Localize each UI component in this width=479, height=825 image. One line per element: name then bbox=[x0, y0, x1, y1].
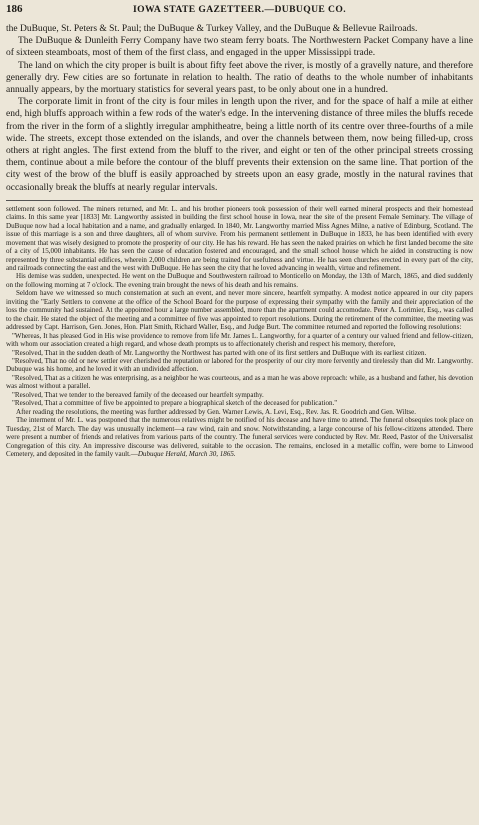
resolution: "Resolved, That as a citizen he was enterprising, as a neighbor he was courteous, and as a man he was above reproach: while, as a husband and father, his devotion was almost without a parallel. bbox=[6, 373, 473, 391]
paragraph: settlement soon followed. The miners returned, and Mr. L. and his brother pioneers took possession of their well earned mineral prospects and their homestead claims. In this same year [1833] Mr. Langworthy assisted in building the first school house in Iowa, near the site of the present Female Seminary. The village of DuBuque now had a local habitation and a name, and gradually enlarged. In 1840, Mr. Langworthy married Miss Agnes Milne, a native of Edinburg, Scotland. The issue of this marriage is a son and three daughters, all of whom survive. From his permanent settlement in DuBuque in 1833, he has been identified with every movement that was wisely designed to promote the prosperity of our city. He has his reward. He has seen the naked prairies on which he first landed become the site of a city of 15,000 inhabitants. He has seen the cause of education fostered and encouraged, and the small school house which he aided in constructing is now represented by three substantial edifices, wherein 2,000 children are being trained for usefulness and virtue. He has seen churches erected in every part of the city, and railroads connecting the east and the west with DuBuque. He has seen the city that he loved advancing in wealth, virtue and refinement. bbox=[6, 204, 473, 273]
paragraph: His demise was sudden, unexpected. He went on the DuBuque and Southwestern railroad to Monticello on Monday, the 13th of March, 1865, and died suddenly on the following morning at 7 o'clock. The evening train brought the news of his death and his remains. bbox=[6, 272, 473, 289]
resolution: "Resolved, That in the sudden death of Mr. Langworthy the Northwest has parted with one of its first settlers and DuBuque with its earliest citizen. bbox=[12, 348, 427, 357]
resolution: "Resolved, That no old or new settler ever cherished the reputation or labored for the prosperity of our city more fervently and tirelessly than did Mr. Langworthy. Dubuque was his home, and he loved it with an undivided affection. bbox=[6, 357, 473, 374]
paragraph: Seldom have we witnessed so much consternation at such an event, and never more sincere, heartfelt sympathy. A modest notice appeared in our city papers inviting the "Early Settlers to convene at the office of the School Board for the purpose of expressing their sympathy with the family and their appreciation of the loss the community had sustained. At the appointed hour a large number assembled, more than the apartment could accomodate. Peter A. Lorimier, Esq., was called to the chair. He stated the object of the meeting and a committee of five was appointed to report resolutions. During the retirement of the committee, the meeting was addressed by Capt. Harrison, Gen. Jones, Hon. Platt Smith, Richard Waller, Esq., and Judge Burt. The committee returned and reported the following resolutions: bbox=[6, 289, 473, 332]
section-divider bbox=[6, 200, 473, 201]
paragraph: The land on which the city proper is built is about fifty feet above the river, is mostly of a gravelly nature, and therefore generally dry. Few cities are so fortunate in relation to health. The ratio of deaths to the whole number of inhabitants annually appears, by the mortuary statistics for several years past, to be only about one in a hundred. bbox=[6, 60, 473, 96]
resolution: "Resolved, That we tender to the bereaved family of the deceased our heartfelt sympathy. bbox=[12, 390, 264, 399]
source-citation: Dubuque Herald, March 30, 1865. bbox=[137, 449, 236, 458]
running-title: IOWA STATE GAZETTEER.—DUBUQUE CO. bbox=[132, 4, 347, 15]
paragraph: The corporate limit in front of the city is four miles in length upon the river, and for the space of half a mile at either end, high bluffs approach within a few rods of the water's edge. In the intervening distance of three miles the bluffs recede from the river in the form of a slightly irregular amphitheatre, being a little north of its centre over three-fourths of a mile wide. The streets, except those extended on the islands, and over the channels between them, now being filled-up, cross others at right angles. The first extend from the bluff to the river, and eight or ten of the other principal streets crossing them, continue about a mile before the contour of the bluff prevents their extension on the same line. That portion of the city west of the brow of the bluff is easily approached by streets upon an easy grade, mostly in the natural ravines that occasionally break the bluffs at nearly regular intervals. bbox=[6, 97, 473, 193]
paragraph: The DuBuque & Dunleith Ferry Company have two steam ferry boats. The Northwestern Packet Company have a line of sixteen steamboats, most of them of the first class, and engaged in the upper Mississippi trade. bbox=[6, 36, 473, 59]
upper-text-block bbox=[6, 23, 473, 194]
resolution: "Resolved, That a committee of five be appointed to prepare a biographical sketch of the deceased for publication." bbox=[12, 399, 338, 408]
paragraph-text: The interment of Mr. L. was postponed that the numerous relatives might be notified of his decease and have time to attend. The funeral obsequies took place on Tuesday, 21st of March. The day was unusually inclement—a raw wind, rain and snow. Notwithstanding, a large concourse of his fellow-citizens attended. There were present a number of friends and relatives from various parts of the country. The funeral services were conducted by Rev. Mr. Reed, Pastor of the Universalist Congregation of this city. An impressive discourse was delivered, suitable to the occasion. The remains, enclosed in a metallic coffin, were borne to Linwood Cemetery, and deposited in the family vault.— bbox=[6, 416, 473, 458]
paragraph: After reading the resolutions, the meeting was further addressed by Gen. Warner Lewis, A. Levi, Esq., Rev. Jas. R. Goodrich and Gen. Wiltse. bbox=[16, 407, 417, 416]
paragraph: the DuBuque, St. Peters & St. Paul; the DuBuque & Turkey Valley, and the DuBuque & Bellevue Railroads. bbox=[6, 24, 418, 34]
page-number: 186 bbox=[6, 3, 23, 15]
resolution: "Whereas, It has pleased God in His wise providence to remove from life Mr. James L. Langworthy, for a quarter of a century our valued friend and fellow-citizen, with whom our association created a high regard, and whose death prompts us to affectionately cherish and respect his memory, therefore, bbox=[6, 331, 473, 349]
lower-text-block bbox=[6, 205, 473, 459]
page-header bbox=[6, 3, 473, 19]
paragraph bbox=[6, 416, 473, 458]
